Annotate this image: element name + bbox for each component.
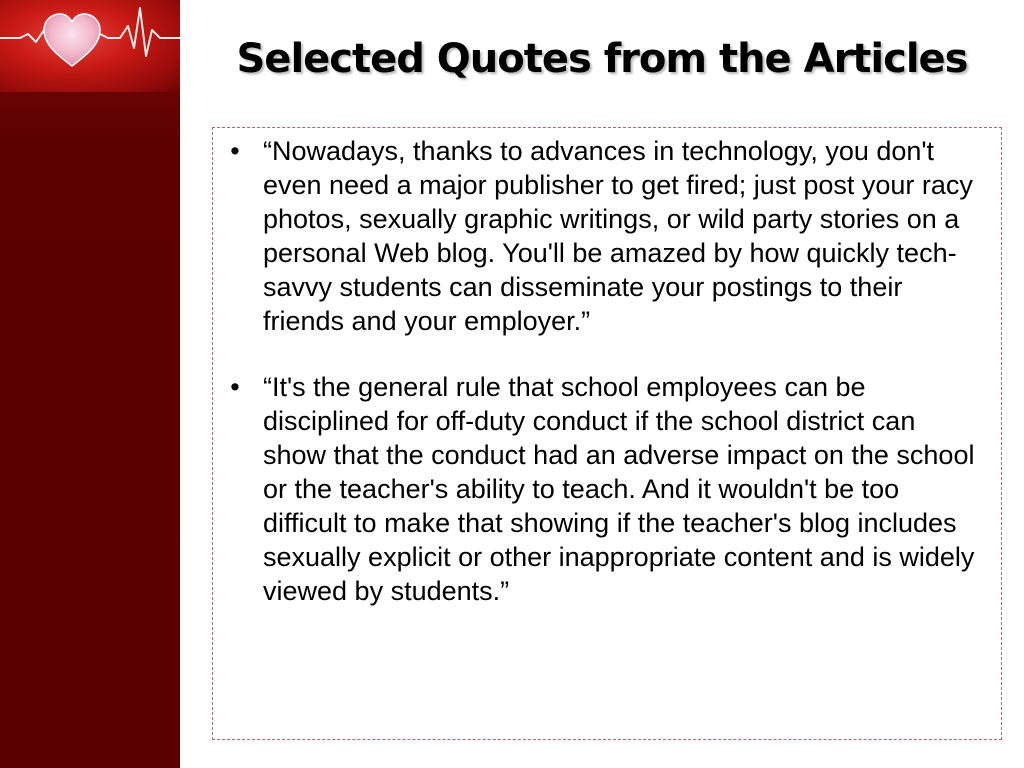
- sidebar-decoration: [0, 0, 180, 768]
- quote-list: [225, 134, 985, 640]
- heart-heartbeat-icon: [0, 0, 180, 92]
- slide-title: Selected Quotes from the Articles: [236, 36, 968, 82]
- quote-text: “Nowadays, thanks to advances in technology, you don't even need a major publisher to get fired; just post your racy photos, sexually graphic writings, or wild party stories on a personal Web blog. You'll be amazed by how quickly tech-savvy students can disseminate your postings to their friends and your employer.”: [263, 136, 973, 336]
- bullet-icon: •: [230, 136, 240, 166]
- list-item: [225, 370, 985, 608]
- quote-box: [212, 127, 1002, 740]
- list-item: [225, 134, 985, 338]
- heartbeat-banner: [0, 0, 180, 92]
- quote-text: “It's the general rule that school employees can be disciplined for off-duty conduct if the school district can show that the conduct had an adverse impact on the school or the teacher's ability to teach. And it wouldn't be too difficult to make that showing if the teacher's blog includes sexually explicit or other inappropriate content and is widely viewed by students.”: [263, 372, 975, 606]
- bullet-icon: •: [230, 372, 240, 402]
